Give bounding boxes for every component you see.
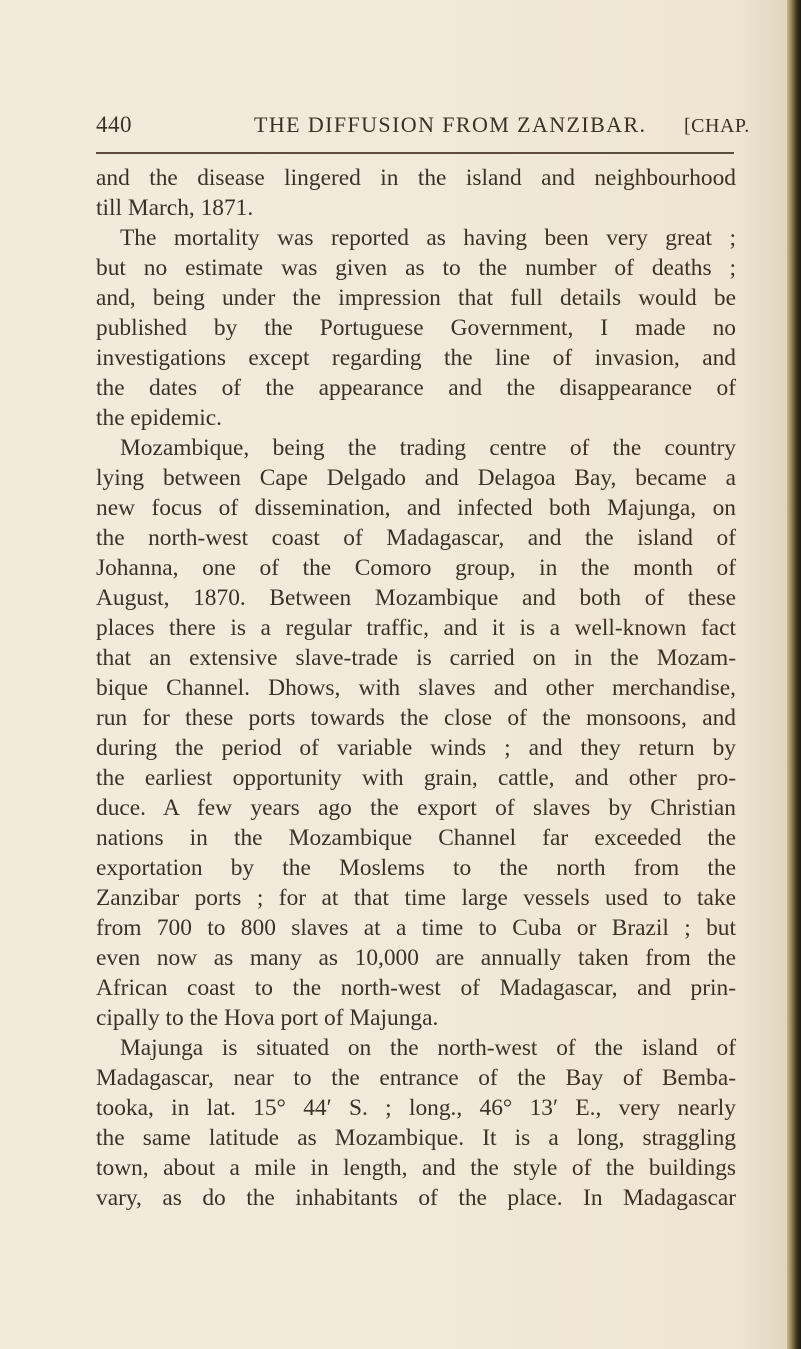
text-line: The mortality was reported as having been very great ; [120,225,736,251]
text-line: the earliest opportunity with grain, cattle, and other pro- [96,765,736,791]
text-line: the epidemic. [96,405,222,431]
page-edge-shadow [787,0,801,1349]
text-line: run for these ports towards the close of the monsoons, and [96,705,736,731]
text-line: the same latitude as Mozambique. It is a long, straggling [96,1125,736,1151]
text-line: exportation by the Moslems to the north from the [96,855,736,881]
text-line: Zanzibar ports ; for at that time large vessels used to take [96,885,736,911]
text-line: bique Channel. Dhows, with slaves and other merchandise, [96,675,736,701]
text-line: cipally to the Hova port of Majunga. [96,1005,439,1031]
body-text [96,163,736,1213]
text-line: African coast to the north-west of Madagascar, and prin- [96,975,736,1001]
text-line: even now as many as 10,000 are annually taken from the [96,945,736,971]
text-line: Madagascar, near to the entrance of the Bay of Bemba- [96,1065,736,1091]
text-line: published by the Portuguese Government, I made no [96,315,736,341]
text-line: investigations except regarding the line of invasion, and [96,345,736,371]
text-line: the dates of the appearance and the disappearance of [96,375,736,401]
text-line: vary, as do the inhabitants of the place. In Madagascar [96,1185,736,1211]
text-line: and the disease lingered in the island and neighbourhood [96,165,736,191]
text-line: tooka, in lat. 15° 44′ S. ; long., 46° 13′ E., very nearly [96,1095,736,1121]
text-line: Johanna, one of the Comoro group, in the month of [96,555,736,581]
text-line: nations in the Mozambique Channel far exceeded the [96,825,736,851]
text-line: town, about a mile in length, and the style of the buildings [96,1155,736,1181]
running-title: THE DIFFUSION FROM ZANZIBAR. [254,112,647,137]
text-line: places there is a regular traffic, and it is a well-known fact [96,615,736,641]
text-line: from 700 to 800 slaves at a time to Cuba or Brazil ; but [96,915,736,941]
text-line: and, being under the impression that full details would be [96,285,736,311]
text-line: Majunga is situated on the north-west of the island of [120,1035,736,1061]
text-line: that an extensive slave-trade is carried on in the Mozam- [96,645,736,671]
text-line: during the period of variable winds ; and they return by [96,735,736,761]
text-line: duce. A few years ago the export of slaves by Christian [96,795,736,821]
header-rule [96,152,734,154]
text-line: the north-west coast of Madagascar, and the island of [96,525,736,551]
text-line: lying between Cape Delgado and Delagoa Bay, became a [96,465,736,491]
text-line: but no estimate was given as to the number of deaths ; [96,255,736,281]
page-header [96,112,750,142]
text-line: till March, 1871. [96,195,254,221]
page-number: 440 [96,112,132,137]
text-line: Mozambique, being the trading centre of the country [120,435,736,461]
chapter-marker: [CHAP. [684,115,750,137]
text-line: new focus of dissemination, and infected both Majunga, on [96,495,736,521]
text-line: August, 1870. Between Mozambique and both of these [96,585,736,611]
